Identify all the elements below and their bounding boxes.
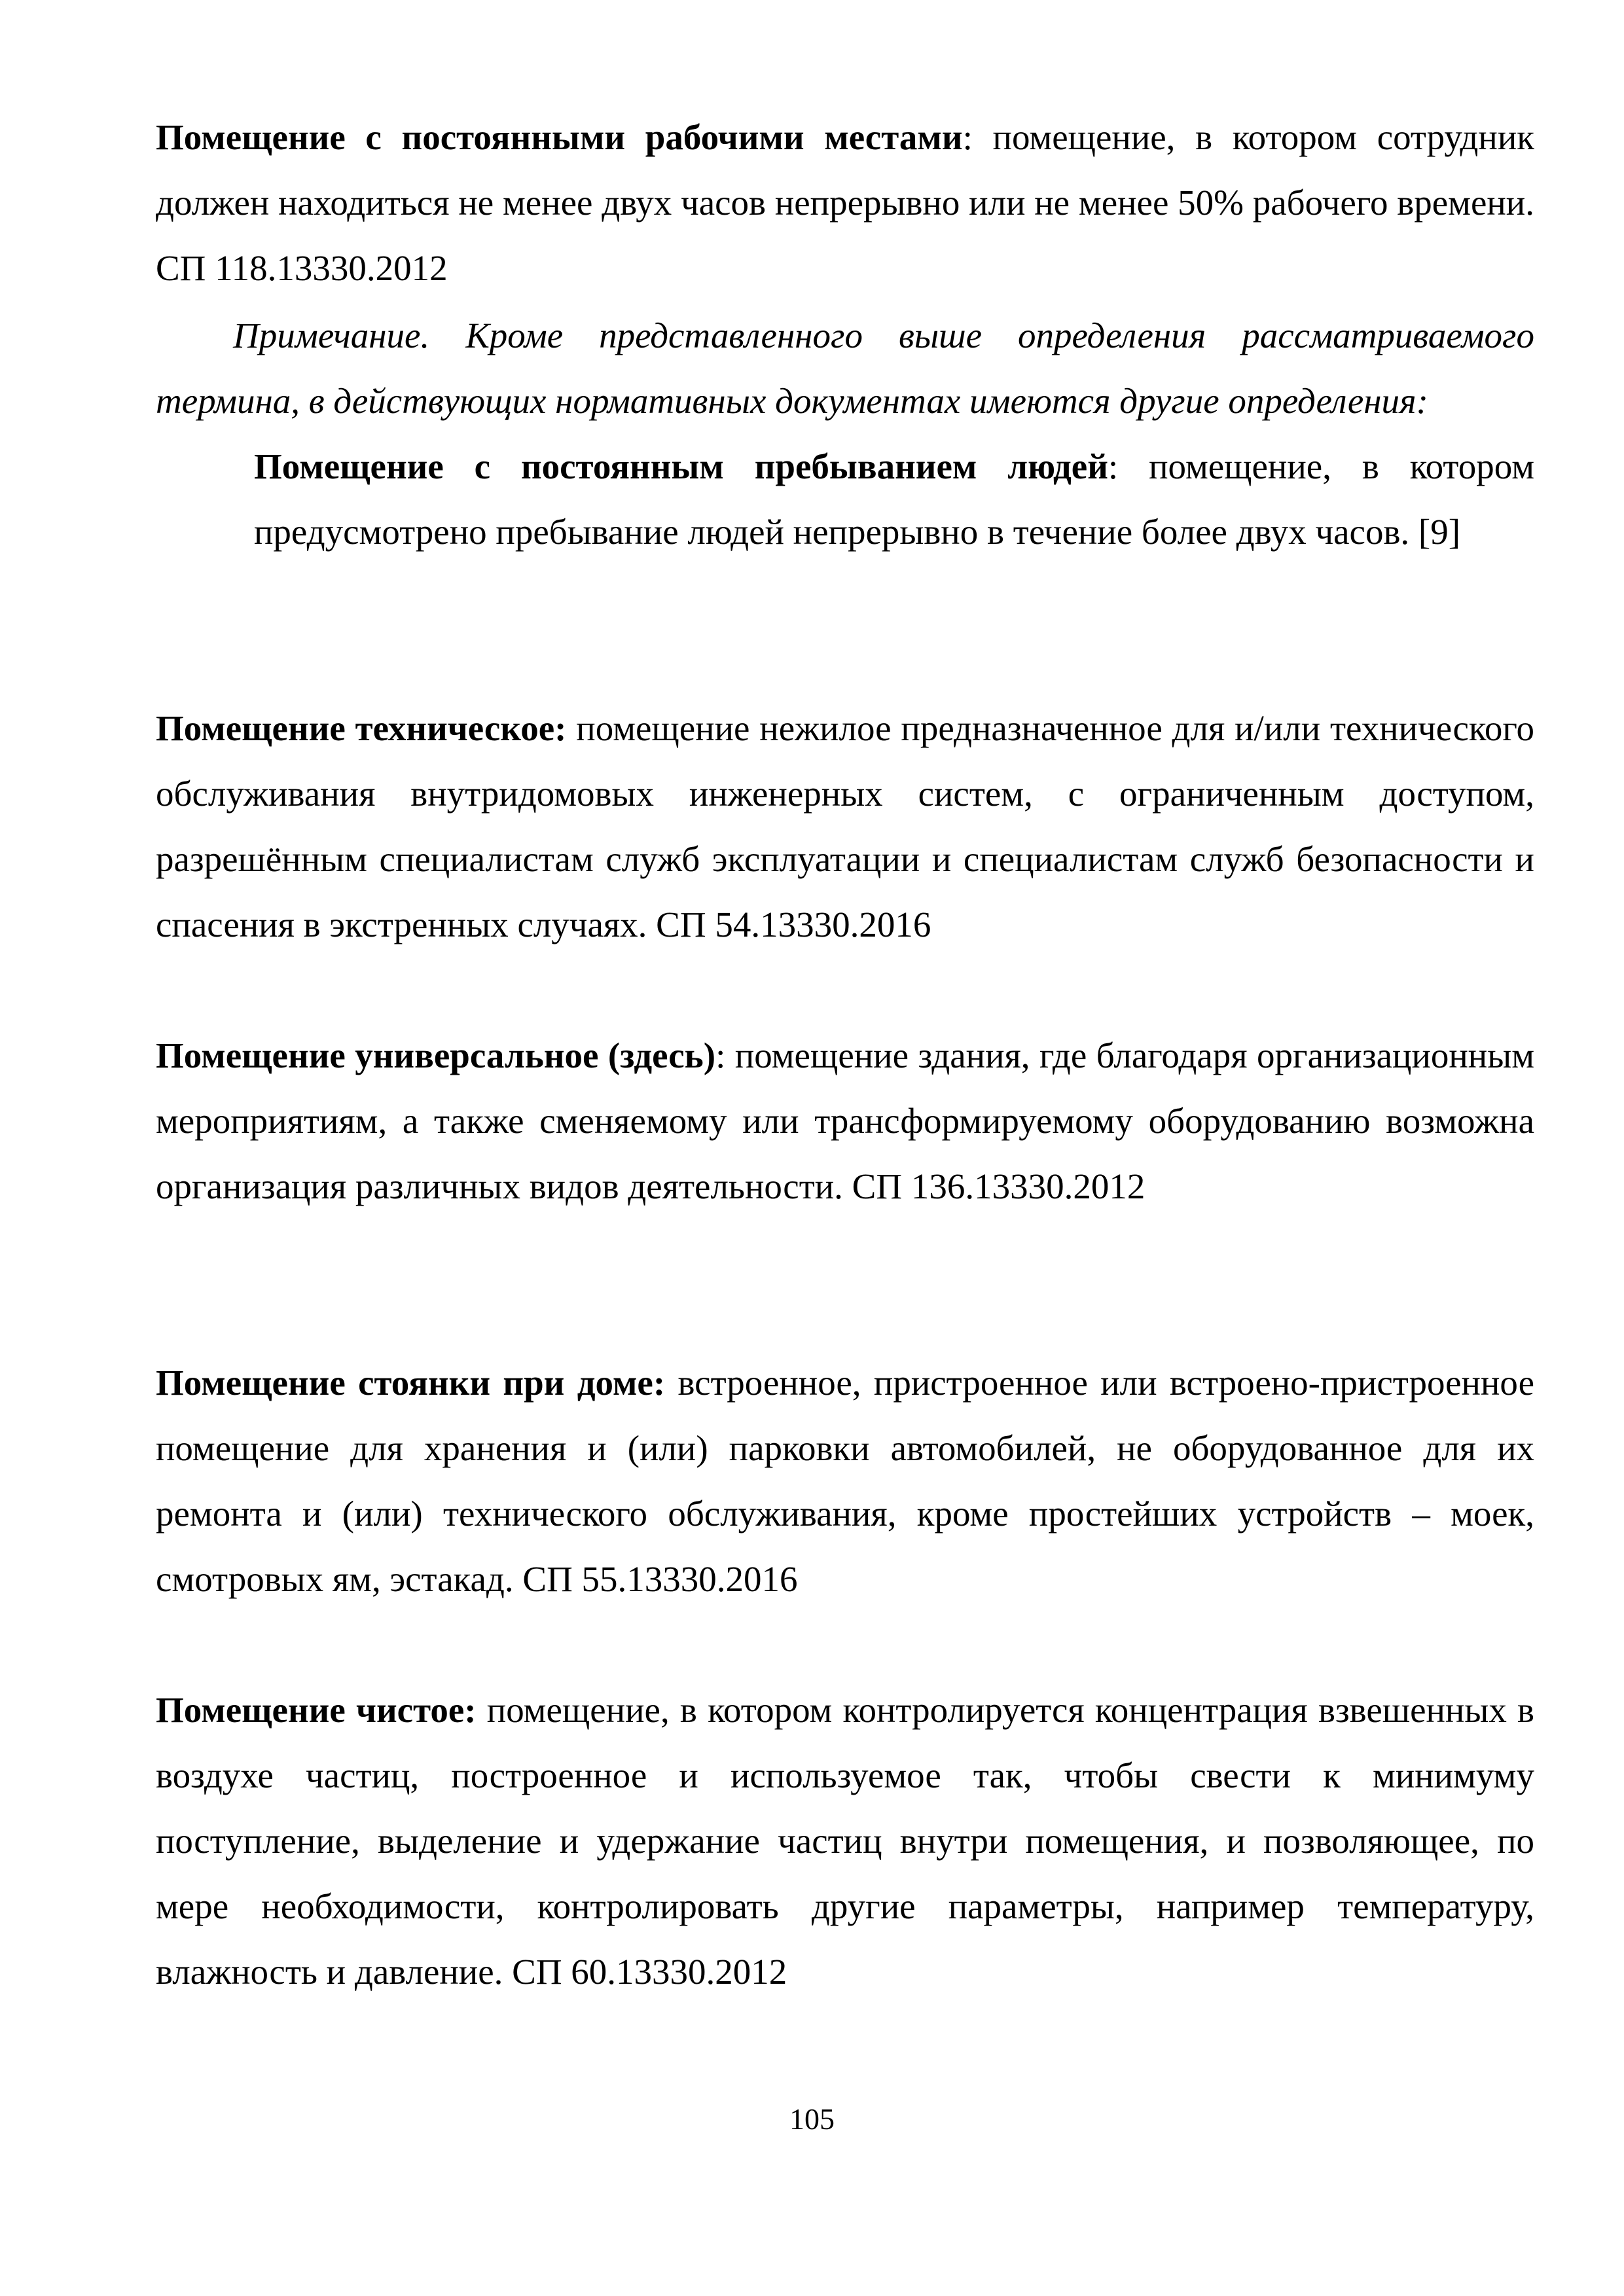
term-title: Помещение с постоянными рабочими местами — [156, 117, 963, 157]
definition-universal-room — [156, 1023, 1534, 1219]
term-definition: : помещение здания, где благодаря организационным мероприятиям, а также сменяемому или трансформируемому оборудованию возможна организация различных видов деятельности. СП 136.13330.2012 — [156, 1035, 1534, 1206]
term-definition: помещение, в котором контролируется концентрация взвешенных в воздухе частиц, построенное и используемое так, чтобы свести к минимуму поступление, выделение и удержание частиц внутри помещения, и позволяющее, по мере необходимости, контролировать другие параметры, например температуру, влажность и давление. СП 60.13330.2012 — [156, 1690, 1534, 1992]
definition-clean-room — [156, 1677, 1534, 2005]
term-title: Помещение стоянки при доме: — [156, 1363, 666, 1403]
page-number: 105 — [789, 2102, 835, 2136]
term-definition: : помещение, в котором предусмотрено пребывание людей непрерывно в течение более двух часов. [9] — [254, 446, 1534, 552]
definition-technical-room — [156, 696, 1534, 958]
definition-workplace-room — [156, 105, 1534, 301]
term-definition: помещение нежилое предназначенное для и/или технического обслуживания внутридомовых инженерных систем, с ограниченным доступом, разрешённым специалистам служб эксплуатации и специалистам служб безопасности и спасения в экстренных случаях. СП 54.13330.2016 — [156, 708, 1535, 944]
definition-parking-room — [156, 1350, 1534, 1612]
note-paragraph — [156, 303, 1534, 434]
term-title: Помещение с постоянным пребыванием людей — [254, 446, 1108, 486]
term-title: Помещение чистое: — [156, 1690, 477, 1730]
note-text: Примечание. Кроме представленного выше определения рассматриваемого термина, в действующих нормативных документах имеются другие определения: — [156, 315, 1534, 421]
definition-permanent-stay-room — [254, 434, 1534, 565]
term-definition: : помещение, в котором сотрудник должен находиться не менее двух часов непрерывно или не менее 50% рабочего времени. СП 118.13330.2012 — [156, 117, 1534, 288]
term-definition: встроенное, пристроенное или встроено-пристроенное помещение для хранения и (или) парковки автомобилей, не оборудованное для их ремонта и (или) технического обслуживания, кроме простейших устройств – моек, смотровых ям, эстакад. СП 55.13330.2016 — [156, 1363, 1535, 1599]
term-title: Помещение техническое: — [156, 708, 567, 748]
term-title: Помещение универсальное (здесь) — [156, 1035, 716, 1075]
